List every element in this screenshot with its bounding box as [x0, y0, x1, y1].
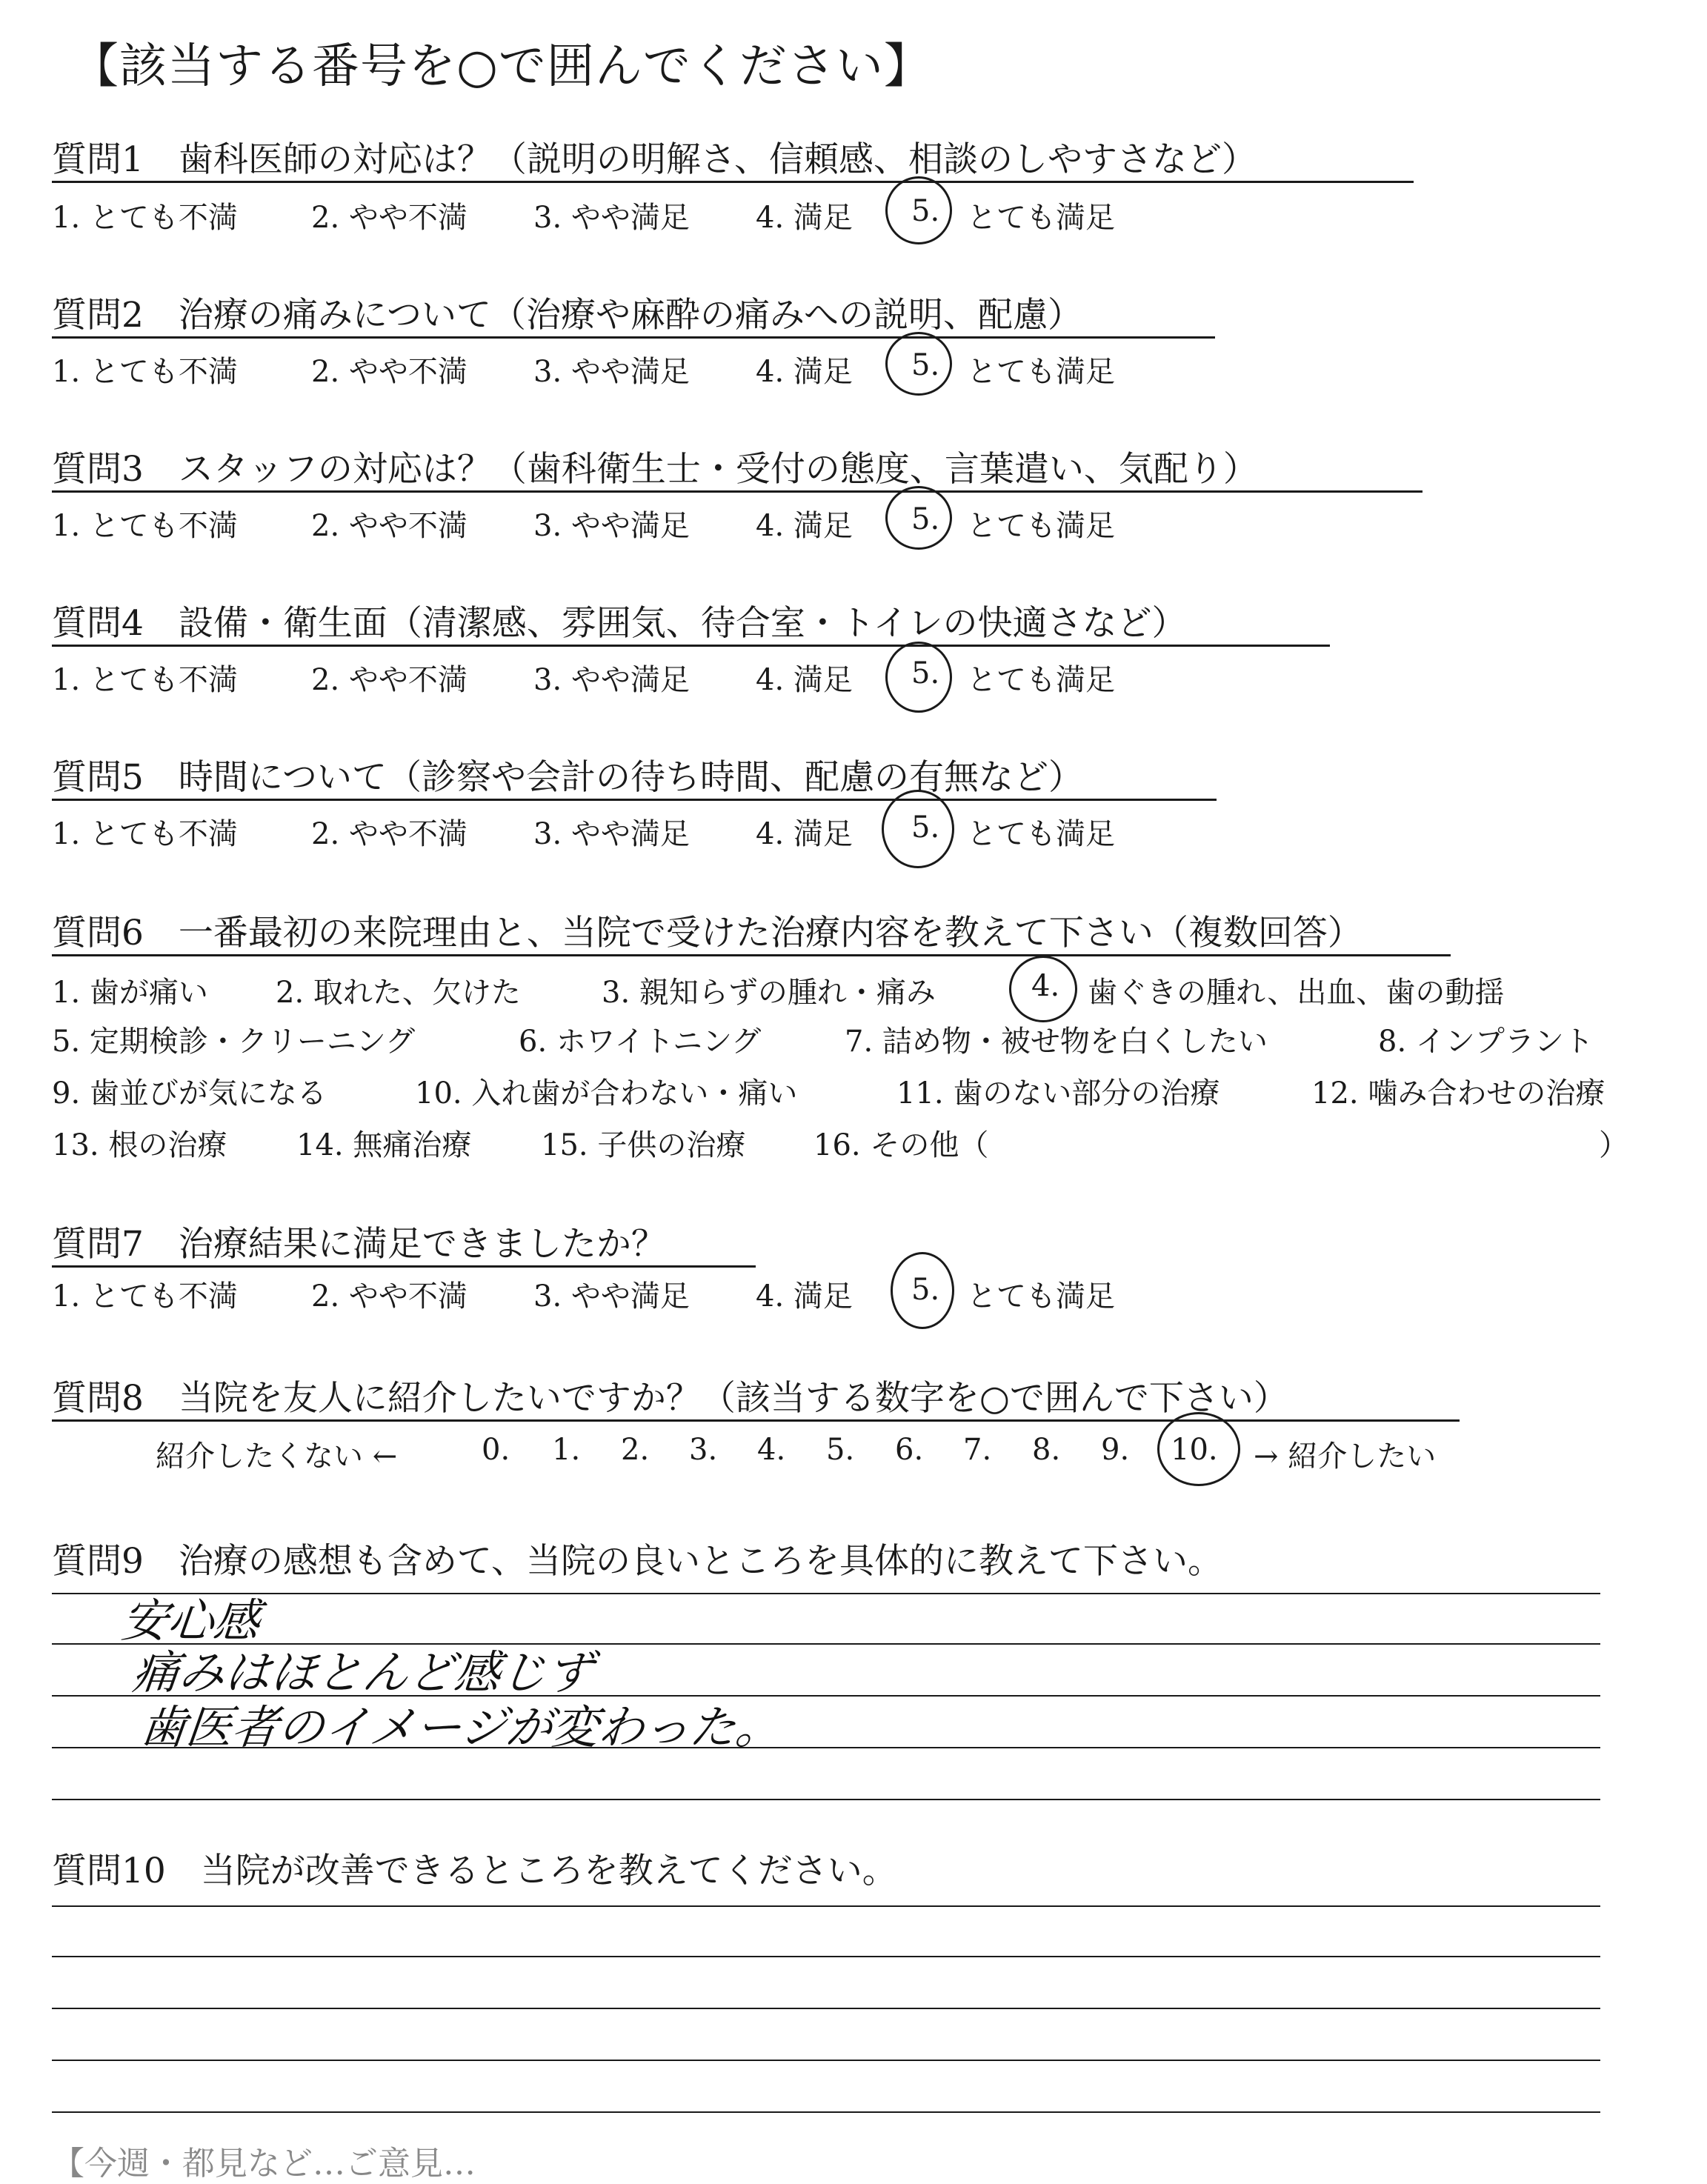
- underline: [52, 954, 1451, 956]
- option-3[interactable]: 3. やや満足: [533, 663, 690, 697]
- treatment-option-1[interactable]: 1. 歯が痛い: [52, 976, 208, 1010]
- option-5-label: とても満足: [967, 509, 1115, 543]
- option-2[interactable]: 2. やや不満: [311, 509, 467, 543]
- option-4[interactable]: 4. 満足: [756, 201, 853, 235]
- treatment-option-14[interactable]: 14. 無痛治療: [296, 1128, 472, 1162]
- writing-line: [52, 2060, 1600, 2061]
- treatment-option-10[interactable]: 10. 入れ歯が合わない・痛い: [415, 1076, 798, 1111]
- question-title: 質問2 治療の痛みについて（治療や麻酔の痛みへの説明、配慮）: [52, 295, 1083, 336]
- option-5-label: とても満足: [967, 817, 1115, 851]
- option-5-label: とても満足: [967, 355, 1115, 389]
- question-title: 質問8 当院を友人に紹介したいですか？（該当する数字を○で囲んで下さい）: [52, 1378, 1288, 1419]
- option-2[interactable]: 2. やや不満: [311, 355, 467, 389]
- treatment-option-8[interactable]: 8. インプラント: [1378, 1025, 1594, 1059]
- selection-circle: [1009, 956, 1077, 1022]
- option-5-label: とても満足: [967, 201, 1115, 235]
- treatment-option-3[interactable]: 3. 親知らずの腫れ・痛み: [602, 976, 936, 1010]
- selection-circle: [1157, 1412, 1240, 1486]
- handwritten-answer-line: 歯医者のイメージが変わった。: [137, 1700, 785, 1754]
- handwritten-answer-line: 痛みはほとんど感じず: [130, 1645, 596, 1699]
- option-2[interactable]: 2. やや不満: [311, 817, 467, 851]
- option-5[interactable]: 5.: [911, 348, 940, 382]
- writing-line: [52, 1905, 1600, 1907]
- option-4[interactable]: 4. 満足: [756, 663, 853, 697]
- option-2[interactable]: 2. やや不満: [311, 1279, 467, 1314]
- option-1[interactable]: 1. とても不満: [52, 201, 238, 235]
- option-3[interactable]: 3. やや満足: [533, 1279, 690, 1314]
- option-5[interactable]: 5.: [911, 1273, 940, 1307]
- treatment-option-4[interactable]: 4.: [1031, 969, 1060, 1003]
- underline: [52, 1419, 1460, 1422]
- option-4[interactable]: 4. 満足: [756, 509, 853, 543]
- option-5[interactable]: 5.: [911, 656, 940, 690]
- scale-value-4[interactable]: 4.: [757, 1433, 786, 1467]
- writing-line: [52, 2008, 1600, 2009]
- treatment-option-12[interactable]: 12. 噛み合わせの治療: [1311, 1076, 1605, 1111]
- option-3[interactable]: 3. やや満足: [533, 355, 690, 389]
- scale-value-6[interactable]: 6.: [895, 1433, 924, 1467]
- scale-value-3[interactable]: 3.: [689, 1433, 718, 1467]
- scale-right-label: → 紹介したい: [1254, 1439, 1437, 1474]
- scale-value-7[interactable]: 7.: [963, 1433, 992, 1467]
- writing-line: [52, 1593, 1600, 1594]
- option-2[interactable]: 2. やや不満: [311, 663, 467, 697]
- option-2[interactable]: 2. やや不満: [311, 201, 467, 235]
- treatment-option-7[interactable]: 7. 詰め物・被せ物を白くしたい: [845, 1025, 1268, 1059]
- option-4[interactable]: 4. 満足: [756, 817, 853, 851]
- option-3[interactable]: 3. やや満足: [533, 201, 690, 235]
- selection-circle: [891, 1252, 954, 1329]
- other-close-paren: ）: [1599, 1128, 1628, 1162]
- option-5[interactable]: 5.: [911, 194, 940, 228]
- treatment-option-11[interactable]: 11. 歯のない部分の治療: [896, 1076, 1220, 1111]
- page-title: 【該当する番号を○で囲んでください】: [71, 39, 932, 94]
- selection-circle: [885, 642, 952, 713]
- question-title: 質問10 当院が改善できるところを教えてください。: [52, 1851, 897, 1891]
- option-3[interactable]: 3. やや満足: [533, 817, 690, 851]
- treatment-option-16[interactable]: 16. その他（: [813, 1128, 989, 1162]
- question-title: 質問3 スタッフの対応は？（歯科衛生士・受付の態度、言葉遣い、気配り）: [52, 449, 1258, 490]
- treatment-option-4-label: 歯ぐきの腫れ、出血、歯の動揺: [1088, 976, 1505, 1010]
- underline: [52, 799, 1217, 801]
- scale-value-0[interactable]: 0.: [482, 1433, 510, 1467]
- handwritten-answer-line: 安心感: [119, 1594, 263, 1648]
- option-4[interactable]: 4. 満足: [756, 355, 853, 389]
- option-1[interactable]: 1. とても不満: [52, 817, 238, 851]
- question-title: 質問9 治療の感想も含めて、当院の良いところを具体的に教えて下さい。: [52, 1541, 1222, 1582]
- scale-value-5[interactable]: 5.: [826, 1433, 855, 1467]
- treatment-option-2[interactable]: 2. 取れた、欠けた: [276, 976, 521, 1010]
- treatment-option-9[interactable]: 9. 歯並びが気になる: [52, 1076, 327, 1111]
- option-5-label: とても満足: [967, 1279, 1115, 1314]
- underline: [52, 181, 1414, 183]
- selection-circle: [882, 790, 954, 868]
- scale-value-10[interactable]: 10.: [1171, 1433, 1218, 1467]
- option-4[interactable]: 4. 満足: [756, 1279, 853, 1314]
- selection-circle: [885, 176, 952, 244]
- underline: [52, 336, 1215, 339]
- option-1[interactable]: 1. とても不満: [52, 1279, 238, 1314]
- option-5[interactable]: 5.: [911, 810, 940, 845]
- scale-left-label: 紹介したくない ←: [156, 1439, 398, 1474]
- question-title: 質問7 治療結果に満足できましたか？: [52, 1224, 666, 1265]
- treatment-option-13[interactable]: 13. 根の治療: [52, 1128, 227, 1162]
- underline: [52, 490, 1422, 493]
- scale-value-2[interactable]: 2.: [621, 1433, 650, 1467]
- underline: [52, 1265, 756, 1268]
- question-title: 質問1 歯科医師の対応は？（説明の明解さ、信頼感、相談のしやすさなど）: [52, 139, 1257, 180]
- question-title: 質問5 時間について（診察や会計の待ち時間、配慮の有無など）: [52, 757, 1083, 798]
- option-5-label: とても満足: [967, 663, 1115, 697]
- treatment-option-6[interactable]: 6. ホワイトニング: [519, 1025, 762, 1059]
- footer-partial-text: 【今週・都見など…ご意見…: [52, 2145, 476, 2183]
- option-3[interactable]: 3. やや満足: [533, 509, 690, 543]
- treatment-option-5[interactable]: 5. 定期検診・クリーニング: [52, 1025, 416, 1059]
- option-5[interactable]: 5.: [911, 502, 940, 536]
- writing-line: [52, 1956, 1600, 1957]
- writing-line: [52, 2111, 1600, 2113]
- question-title: 質問4 設備・衛生面（清潔感、雰囲気、待合室・トイレの快適さなど）: [52, 603, 1187, 644]
- scale-value-1[interactable]: 1.: [552, 1433, 581, 1467]
- selection-circle: [885, 486, 952, 550]
- option-1[interactable]: 1. とても不満: [52, 663, 238, 697]
- option-1[interactable]: 1. とても不満: [52, 355, 238, 389]
- underline: [52, 645, 1330, 647]
- scale-value-8[interactable]: 8.: [1032, 1433, 1061, 1467]
- selection-circle: [885, 332, 952, 396]
- option-1[interactable]: 1. とても不満: [52, 509, 238, 543]
- writing-line: [52, 1799, 1600, 1800]
- scale-value-9[interactable]: 9.: [1101, 1433, 1130, 1467]
- treatment-option-15[interactable]: 15. 子供の治療: [541, 1128, 746, 1162]
- question-title: 質問6 一番最初の来院理由と、当院で受けた治療内容を教えて下さい（複数回答）: [52, 913, 1362, 953]
